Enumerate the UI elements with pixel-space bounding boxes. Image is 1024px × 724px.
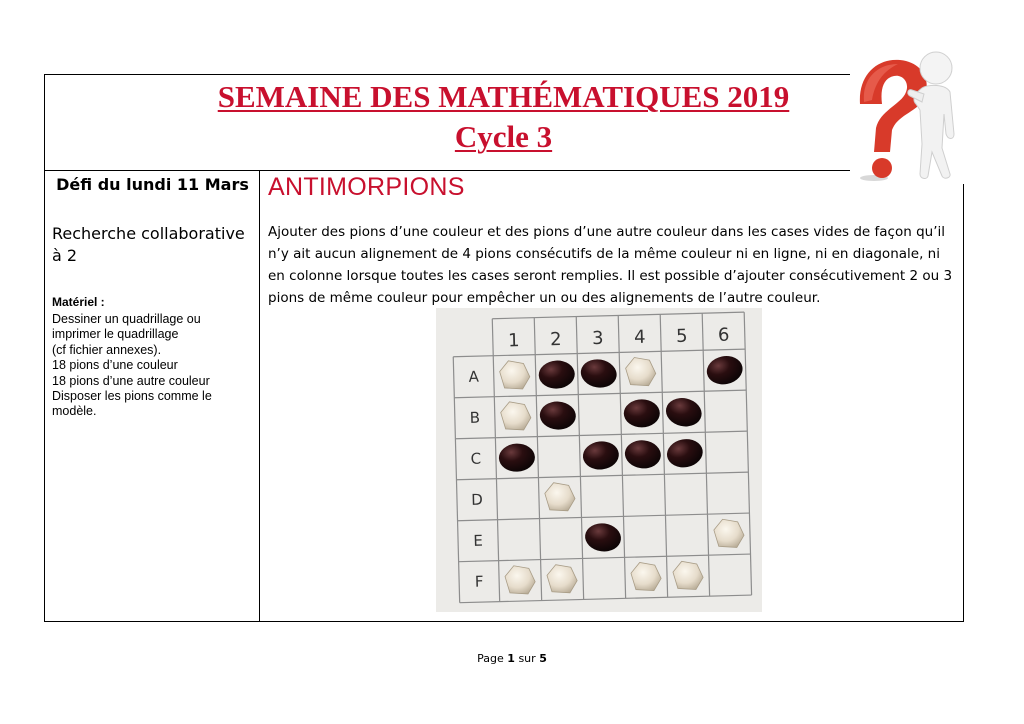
column-label: 4 (633, 326, 646, 349)
page-title: SEMAINE DES MATHÉMATIQUES 2019 (217, 79, 790, 114)
materiel-item: Dessiner un quadrillage ou (52, 312, 201, 326)
footer-page-total: 5 (539, 652, 547, 665)
materiel-item: modèle. (52, 404, 97, 419)
instructions-text: Ajouter des pions d’une couleur et des pions d’une autre couleur dans les cases vides de façon qu’il n’y ait aucun alignement de 4 pions consécutifs de la même couleur ni en ligne, ni en diagonale, ni en colonne lorsque toutes les cases seront remplies. Il est possible d’ajouter consécutivement 2 ou 3 pions de même couleur pour empêcher un ou des alignements de l’autre couleur. (268, 224, 953, 306)
page-subtitle: Cycle 3 (454, 119, 553, 154)
column-label: 1 (507, 330, 520, 352)
board-photo (436, 308, 762, 612)
materiel-title: Matériel : (52, 295, 105, 309)
header-row (45, 75, 962, 171)
collab-text: Recherche collaborative à 2 (52, 224, 245, 265)
materiel-item: (cf fichier annexes). (52, 342, 162, 357)
row-label: C (470, 449, 482, 468)
column-label: 3 (591, 327, 604, 350)
left-column (45, 171, 260, 621)
column-label: 5 (675, 325, 688, 347)
day-label: Défi du lundi 11 Mars (56, 175, 249, 194)
row-label: E (473, 531, 484, 550)
materiel-item: imprimer le quadrillage (52, 327, 179, 342)
materiel-item: Disposer les pions comme le (52, 389, 212, 404)
row-label: D (470, 490, 484, 509)
row-label: A (468, 367, 480, 386)
row-label: F (474, 572, 484, 591)
game-title: ANTIMORPIONS (268, 173, 465, 201)
materiel-list (52, 312, 257, 420)
materiel-item: 18 pions d’une autre couleur (52, 373, 210, 388)
footer-page-number: 1 (507, 652, 515, 665)
column-label: 6 (717, 324, 730, 346)
footer-page-word: Page (477, 652, 504, 665)
question-mark-figure-icon (850, 44, 970, 184)
page-footer (0, 652, 1024, 665)
row-label: B (469, 408, 481, 427)
materiel-item: 18 pions d’une couleur (52, 358, 178, 373)
footer-sur-word: sur (518, 652, 536, 665)
column-label: 2 (549, 328, 562, 351)
